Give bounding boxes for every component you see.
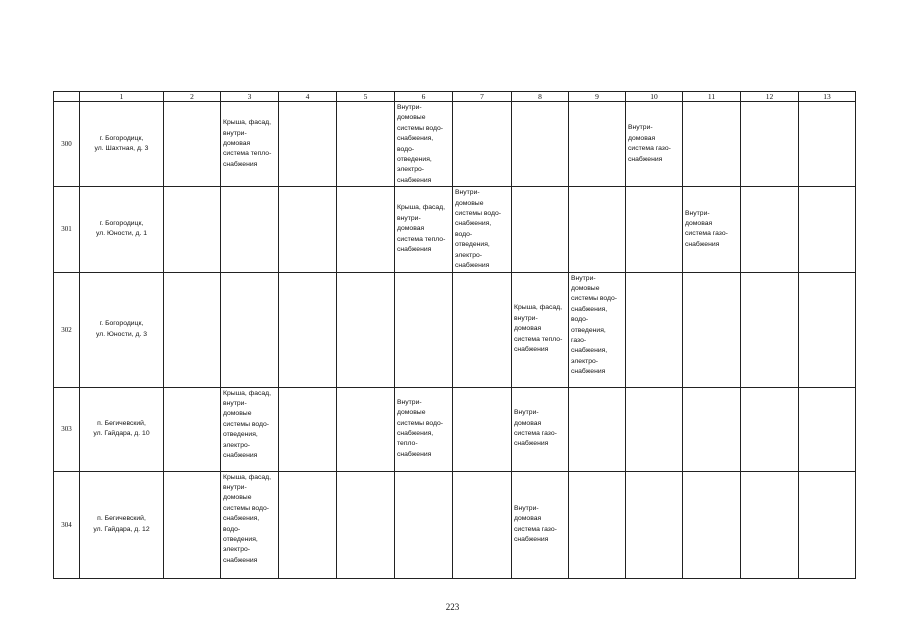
table-cell [279,187,337,272]
work-cell: Крыша, фасад, внутри- домовая система тепло- снабжения [221,102,279,187]
table-cell [453,272,512,387]
row-number: 302 [54,272,80,387]
table-cell [453,471,512,578]
table-cell [164,471,221,578]
table-cell [453,102,512,187]
table-cell [337,187,395,272]
table-cell [683,102,741,187]
table-cell [279,102,337,187]
table-row [54,387,856,471]
table-cell [395,471,453,578]
table-cell [569,387,626,471]
table-row [54,471,856,578]
address-cell: п. Бегичевский, ул. Гайдара, д. 12 [80,471,164,578]
table-cell [799,471,856,578]
row-number: 300 [54,102,80,187]
column-header: 12 [741,92,799,102]
work-cell: Крыша, фасад, внутри- домовая система тепло- снабжения [512,272,569,387]
column-number-row [54,92,856,102]
table-cell [279,471,337,578]
page-number: 223 [445,602,460,612]
table-cell [569,187,626,272]
address-cell: п. Бегичевский, ул. Гайдара, д. 10 [80,387,164,471]
table-row [54,187,856,272]
table-cell [164,187,221,272]
work-cell: Внутри- домовая система газо- снабжения [512,387,569,471]
table-cell [799,102,856,187]
table-cell [164,387,221,471]
table-cell [626,387,683,471]
column-header: 8 [512,92,569,102]
column-header: 2 [164,92,221,102]
table-cell [741,102,799,187]
table-cell [741,187,799,272]
row-number: 301 [54,187,80,272]
row-number: 304 [54,471,80,578]
column-header: 9 [569,92,626,102]
table-cell [741,387,799,471]
address-cell: г. Богородицк, ул. Юности, д. 1 [80,187,164,272]
column-header: 1 [80,92,164,102]
address-cell: г. Богородицк, ул. Юности, д. 3 [80,272,164,387]
work-cell: Внутри- домовые системы водо- снабжения, водо- отведения, электро- снабжения [453,187,512,272]
table-cell [221,272,279,387]
table-cell [337,387,395,471]
table-cell [453,387,512,471]
work-cell: Внутри- домовая система газо- снабжения [683,187,741,272]
table-cell [683,387,741,471]
table-cell [626,471,683,578]
table-cell [569,102,626,187]
column-header: 7 [453,92,512,102]
column-header: 6 [395,92,453,102]
table-cell [799,272,856,387]
table-cell [337,102,395,187]
table-cell [741,471,799,578]
table-cell [221,187,279,272]
work-cell: Крыша, фасад, внутри- домовые системы водо- отведения, электро- снабжения [221,387,279,471]
column-header: 3 [221,92,279,102]
table-row [54,102,856,187]
table-cell [799,187,856,272]
row-number: 303 [54,387,80,471]
table-cell [799,387,856,471]
table-row [54,272,856,387]
column-header: 4 [279,92,337,102]
table-cell [683,471,741,578]
column-header: 5 [337,92,395,102]
header-blank-cell [54,92,80,102]
work-cell: Внутри- домовые системы водо- снабжения, водо- отведения, электро- снабжения [395,102,453,187]
work-cell: Крыша, фасад, внутри- домовая система тепло- снабжения [395,187,453,272]
table-cell [164,102,221,187]
column-header: 13 [799,92,856,102]
work-cell: Внутри- домовая система газо- снабжения [626,102,683,187]
table-cell [512,187,569,272]
table-cell [395,272,453,387]
table-cell [741,272,799,387]
table-cell [337,272,395,387]
table-cell [626,187,683,272]
work-cell: Внутри- домовая система газо- снабжения [512,471,569,578]
table-cell [626,272,683,387]
table-cell [164,272,221,387]
table-cell [569,471,626,578]
column-header: 11 [683,92,741,102]
table-cell [279,272,337,387]
address-cell: г. Богородицк, ул. Шахтная, д. 3 [80,102,164,187]
table-cell [279,387,337,471]
table-cell [683,272,741,387]
work-cell: Внутри- домовые системы водо- снабжения, тепло- снабжения [395,387,453,471]
work-cell: Внутри- домовые системы водо- снабжения, водо- отведения, газо- снабжения, электро- снабжения [569,272,626,387]
work-cell: Крыша, фасад, внутри- домовые системы водо- снабжения, водо- отведения, электро- снабжения [221,471,279,578]
column-header: 10 [626,92,683,102]
table-cell [512,102,569,187]
table-cell [337,471,395,578]
works-table [53,91,856,579]
